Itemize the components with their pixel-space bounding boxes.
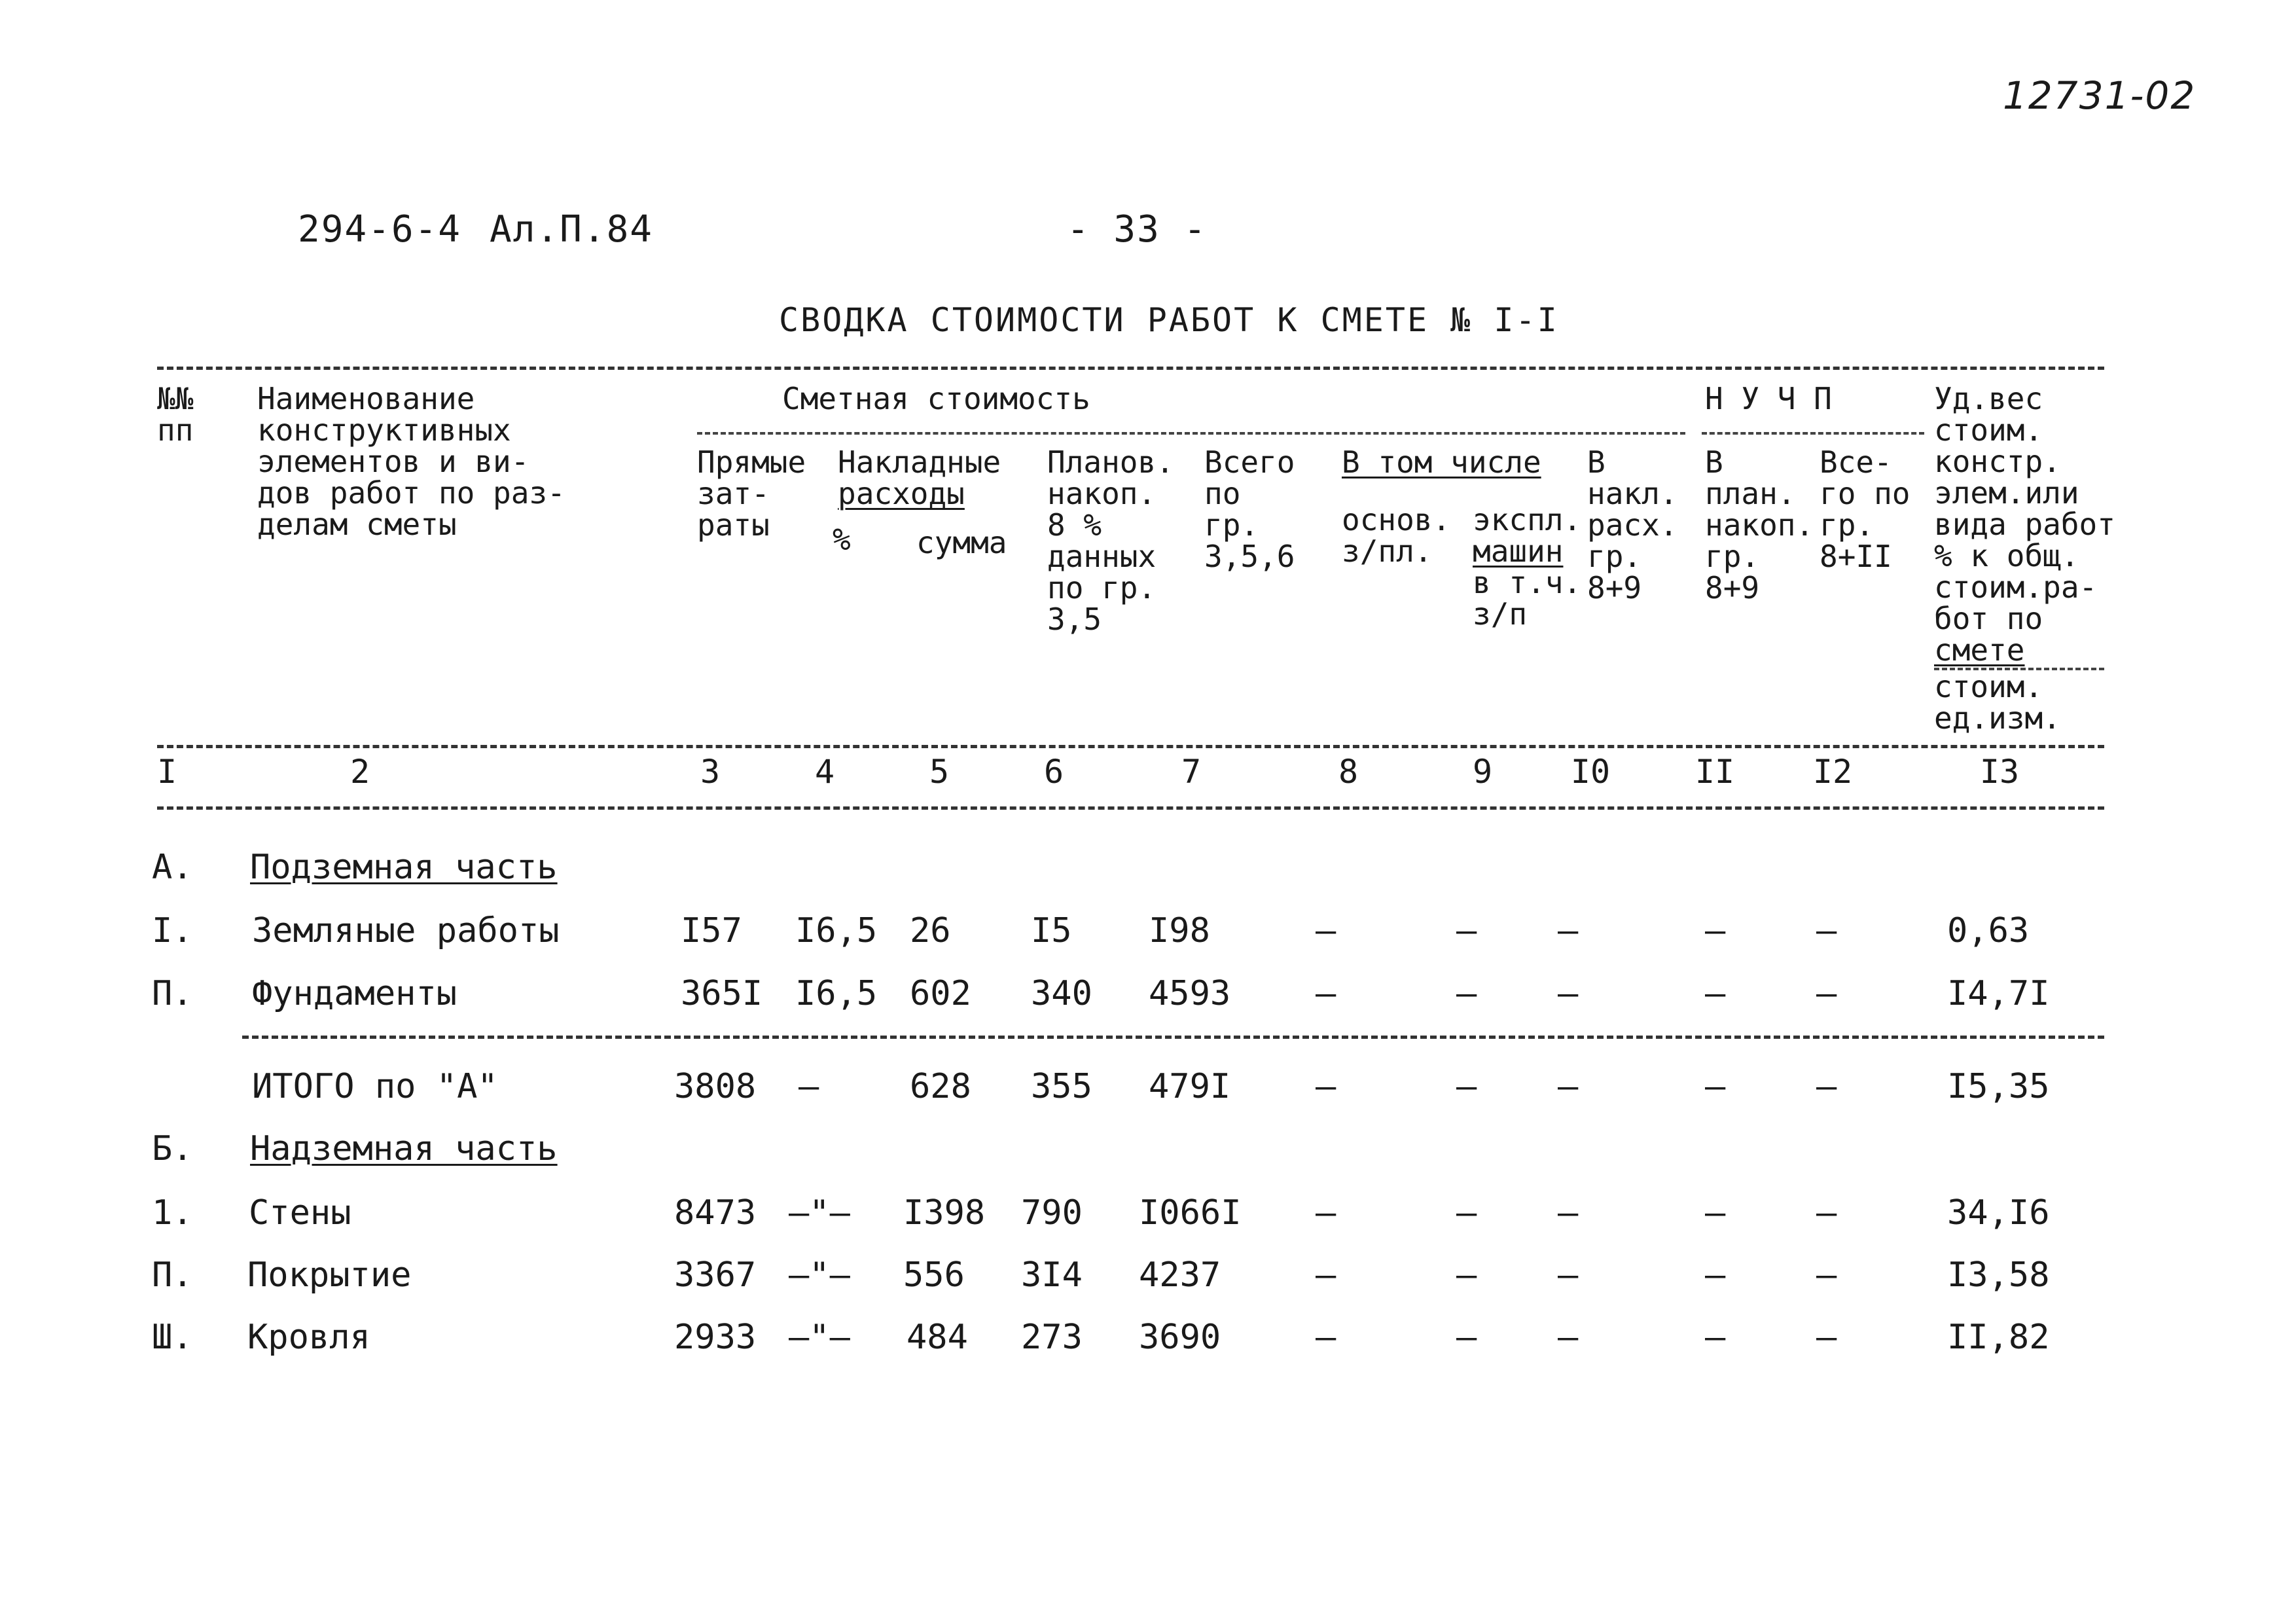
- cell-weight: I3,58: [1947, 1255, 2050, 1295]
- col-7-header: Всего по гр. 3,5,6: [1204, 444, 1295, 574]
- row-name: Фундаменты: [252, 974, 457, 1013]
- cell-total: 3690: [1139, 1318, 1221, 1357]
- archive-number: 12731-02: [2003, 73, 2197, 118]
- cell-direct-costs: I57: [681, 911, 742, 950]
- cell-col-11: –: [1705, 974, 1726, 1013]
- cell-col-11: –: [1705, 1067, 1726, 1106]
- column-number: I2: [1812, 753, 1853, 791]
- row-number: П.: [152, 974, 193, 1013]
- nuchp-group-header: Н У Ч П: [1705, 381, 1832, 416]
- cell-total: 479I: [1149, 1067, 1231, 1106]
- column-numbers-rule: [157, 806, 2104, 810]
- cell-col-12: –: [1816, 1067, 1837, 1106]
- col-1-header: №№ пп: [157, 381, 194, 448]
- section-title: Подземная часть: [250, 848, 558, 887]
- row-number: Б.: [152, 1129, 193, 1168]
- album-number: Ал.П.84: [490, 208, 654, 251]
- column-number: 4: [814, 753, 835, 791]
- row-number: I.: [152, 911, 193, 950]
- col-9-subheader: машин: [1473, 533, 1564, 569]
- cell-overhead-percent: –"–: [789, 1318, 850, 1357]
- cell-col-9: –: [1456, 974, 1477, 1013]
- col-13-subheader: смете: [1934, 632, 2025, 668]
- cell-direct-costs: 2933: [674, 1318, 757, 1357]
- document-code: 294-6-4: [298, 208, 462, 251]
- cell-col-9: –: [1456, 911, 1477, 950]
- section-title: Надземная часть: [250, 1129, 558, 1168]
- cell-col-8: –: [1316, 1318, 1336, 1357]
- cell-total: 4593: [1149, 974, 1231, 1013]
- cell-col-10: –: [1558, 1318, 1579, 1357]
- cell-total: 4237: [1139, 1255, 1221, 1295]
- cell-weight: 34,I6: [1947, 1193, 2050, 1233]
- cell-overhead-sum: 556: [903, 1255, 965, 1295]
- cell-col-8: –: [1316, 974, 1336, 1013]
- cell-col-12: –: [1816, 1255, 1837, 1295]
- cell-col-9: –: [1456, 1318, 1477, 1357]
- column-number: 2: [350, 753, 370, 791]
- cost-group-rule: [697, 432, 1685, 435]
- nuchp-group-rule: [1702, 432, 1924, 435]
- column-number: 5: [929, 753, 950, 791]
- col-9-subheader-2: в т.ч. з/п: [1473, 565, 1582, 632]
- cell-col-12: –: [1816, 1318, 1837, 1357]
- cell-weight: I4,7I: [1947, 974, 2050, 1013]
- col-13-header: Уд.вес стоим. констр. элем.или вида работ % к общ. стоим.ра- бот по: [1934, 381, 2115, 636]
- col-13-footer: стоим. ед.изм.: [1934, 669, 2061, 736]
- page-number: - 33 -: [1067, 208, 1208, 251]
- column-number: 6: [1043, 753, 1064, 791]
- column-number: 7: [1181, 753, 1202, 791]
- col-12-header: Все- го по гр. 8+II: [1820, 444, 1910, 574]
- col-9-header: экспл.: [1473, 502, 1582, 537]
- row-number: 1.: [152, 1193, 193, 1233]
- cell-direct-costs: 365I: [681, 974, 763, 1013]
- header-top-rule: [157, 367, 2104, 370]
- col-3-header: Прямые зат- раты: [697, 444, 806, 543]
- subtotal-rule: [242, 1036, 2104, 1039]
- column-number: 9: [1472, 753, 1493, 791]
- cell-col-8: –: [1316, 1255, 1336, 1295]
- cell-col-10: –: [1558, 1067, 1579, 1106]
- row-name: Стены: [249, 1193, 351, 1233]
- cell-overhead-sum: 602: [910, 974, 971, 1013]
- row-name: Кровля: [247, 1318, 370, 1357]
- cell-total: I98: [1149, 911, 1210, 950]
- cell-direct-costs: 8473: [674, 1193, 757, 1233]
- cell-col-8: –: [1316, 911, 1336, 950]
- cell-direct-costs: 3808: [674, 1067, 757, 1106]
- cell-overhead-sum: 484: [906, 1318, 968, 1357]
- cell-col-11: –: [1705, 1318, 1726, 1357]
- cell-overhead-sum: I398: [903, 1193, 986, 1233]
- col-45-subheader: расходы: [838, 476, 965, 511]
- col-89-group-header: В том числе: [1342, 444, 1541, 480]
- col-8-header: основ. з/пл.: [1342, 502, 1451, 569]
- row-number: П.: [152, 1255, 193, 1295]
- cell-col-9: –: [1456, 1067, 1477, 1106]
- cell-col-10: –: [1558, 911, 1579, 950]
- cell-planned-savings: 3I4: [1021, 1255, 1083, 1295]
- row-number: Ш.: [152, 1318, 193, 1357]
- column-number: I: [156, 753, 177, 791]
- cell-col-11: –: [1705, 1255, 1726, 1295]
- cell-overhead-percent: I6,5: [795, 911, 878, 950]
- cell-col-12: –: [1816, 911, 1837, 950]
- cell-planned-savings: I5: [1031, 911, 1072, 950]
- column-number: II: [1695, 753, 1735, 791]
- column-number: 3: [700, 753, 721, 791]
- cell-col-12: –: [1816, 1193, 1837, 1233]
- col-2-header: Наименование конструктивных элементов и ви- дов работ по раз- делам сметы: [257, 381, 565, 542]
- cell-weight: I5,35: [1947, 1067, 2050, 1106]
- header-bottom-rule: [157, 745, 2104, 748]
- col-10-header: В накл. расх. гр. 8+9: [1587, 444, 1678, 605]
- cell-col-8: –: [1316, 1193, 1336, 1233]
- cell-overhead-percent: I6,5: [795, 974, 878, 1013]
- col-6-header: Планов. накоп. 8 % данных по гр. 3,5: [1047, 444, 1174, 637]
- cell-planned-savings: 790: [1021, 1193, 1083, 1233]
- row-name: Земляные работы: [252, 911, 560, 950]
- cell-weight: II,82: [1947, 1318, 2050, 1357]
- cell-planned-savings: 355: [1031, 1067, 1092, 1106]
- cell-overhead-sum: 628: [910, 1067, 971, 1106]
- cell-col-8: –: [1316, 1067, 1336, 1106]
- cell-overhead-percent: –"–: [789, 1255, 850, 1295]
- column-number: I0: [1570, 753, 1611, 791]
- subtotal-label: ИТОГО по "А": [252, 1067, 498, 1106]
- cell-overhead-percent: –: [798, 1067, 819, 1106]
- cell-direct-costs: 3367: [674, 1255, 757, 1295]
- col-45-header: Накладные: [838, 444, 1001, 480]
- row-number: А.: [152, 848, 193, 887]
- cell-col-9: –: [1456, 1193, 1477, 1233]
- cost-group-header: Сметная стоимость: [782, 381, 1090, 416]
- cell-col-9: –: [1456, 1255, 1477, 1295]
- cell-col-10: –: [1558, 974, 1579, 1013]
- cell-col-11: –: [1705, 1193, 1726, 1233]
- cell-planned-savings: 340: [1031, 974, 1092, 1013]
- cell-weight: 0,63: [1947, 911, 2030, 950]
- col-4-header: %: [833, 522, 851, 557]
- page-title: СВОДКА СТОИМОСТИ РАБОТ К СМЕТЕ № I-I: [779, 301, 1559, 339]
- cell-total: I066I: [1139, 1193, 1242, 1233]
- cell-overhead-percent: –"–: [789, 1193, 850, 1233]
- column-number: 8: [1338, 753, 1359, 791]
- cell-col-10: –: [1558, 1255, 1579, 1295]
- column-number: I3: [1979, 753, 2020, 791]
- col-11-header: В план. накоп. гр. 8+9: [1705, 444, 1814, 605]
- cell-overhead-sum: 26: [910, 911, 951, 950]
- cell-col-10: –: [1558, 1193, 1579, 1233]
- col-5-header: сумма: [916, 525, 1007, 560]
- cell-planned-savings: 273: [1021, 1318, 1083, 1357]
- cell-col-12: –: [1816, 974, 1837, 1013]
- cell-col-11: –: [1705, 911, 1726, 950]
- row-name: Покрытие: [247, 1255, 412, 1295]
